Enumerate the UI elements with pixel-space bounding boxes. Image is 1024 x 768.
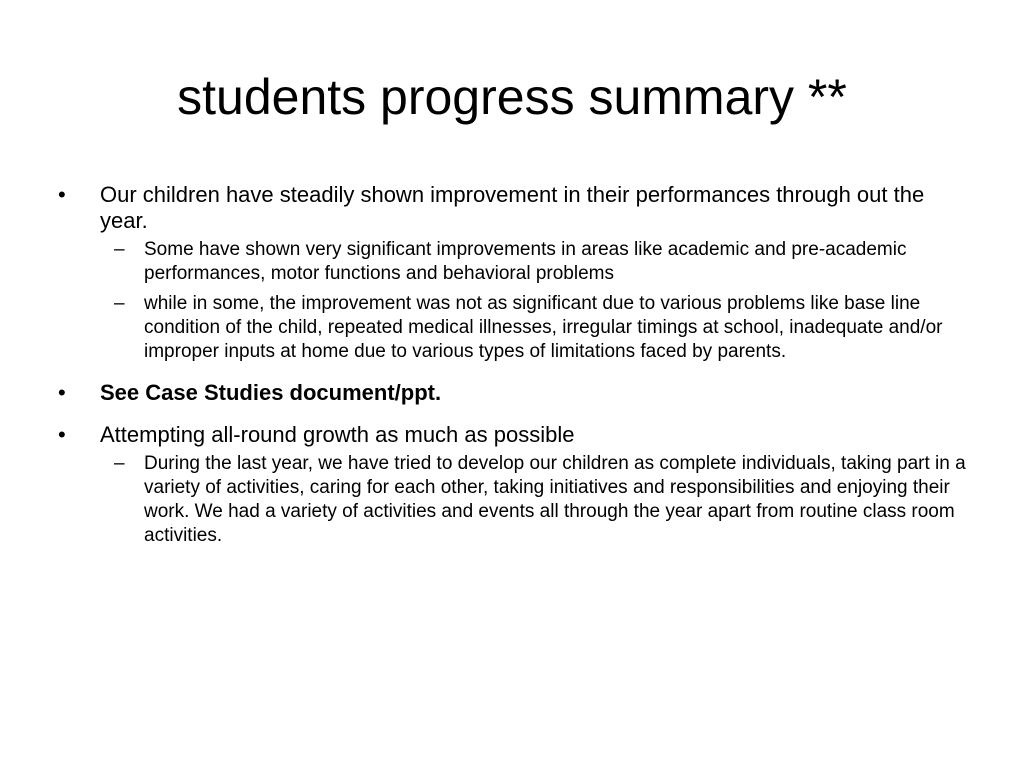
sub-bullet-text: During the last year, we have tried to develop our children as complete individuals, taking part in a variety of activities, caring for each other, taking initiatives and responsibilities and enjoying their work. We had a variety of activities and events all through the year apart from routine class room activities. [144, 453, 966, 546]
bullet-item-case-studies [58, 380, 968, 406]
sub-bullet-text: while in some, the improvement was not as significant due to various problems like base line condition of the child, repeated medical illnesses, irregular timings at school, inadequate and/or improper inputs at home due to various types of limitations faced by parents. [144, 293, 943, 362]
bullet-marker: • [58, 182, 66, 207]
sub-bullet-marker: – [114, 293, 125, 314]
sub-bullet-list [100, 452, 968, 548]
bullet-marker: • [58, 422, 66, 447]
sub-bullet-item [100, 452, 968, 548]
slide-title: students progress summary ** [177, 69, 847, 125]
sub-bullet-marker: – [114, 453, 125, 474]
bullet-list [58, 182, 968, 564]
sub-bullet-text: Some have shown very significant improvements in areas like academic and pre-academic performances, motor functions and behavioral problems [144, 239, 907, 284]
sub-bullet-item [100, 238, 968, 286]
sub-bullet-item [100, 292, 968, 364]
bullet-text: Our children have steadily shown improvement in their performances through out the year. [100, 182, 925, 233]
sub-bullet-marker: – [114, 239, 125, 260]
bullet-text: Attempting all-round growth as much as possible [100, 422, 575, 447]
sub-bullet-list [100, 238, 968, 364]
bullet-item-growth [58, 422, 968, 548]
bullet-text: See Case Studies document/ppt. [100, 380, 442, 405]
bullet-item-progress [58, 182, 968, 364]
bullet-marker: • [58, 380, 66, 405]
